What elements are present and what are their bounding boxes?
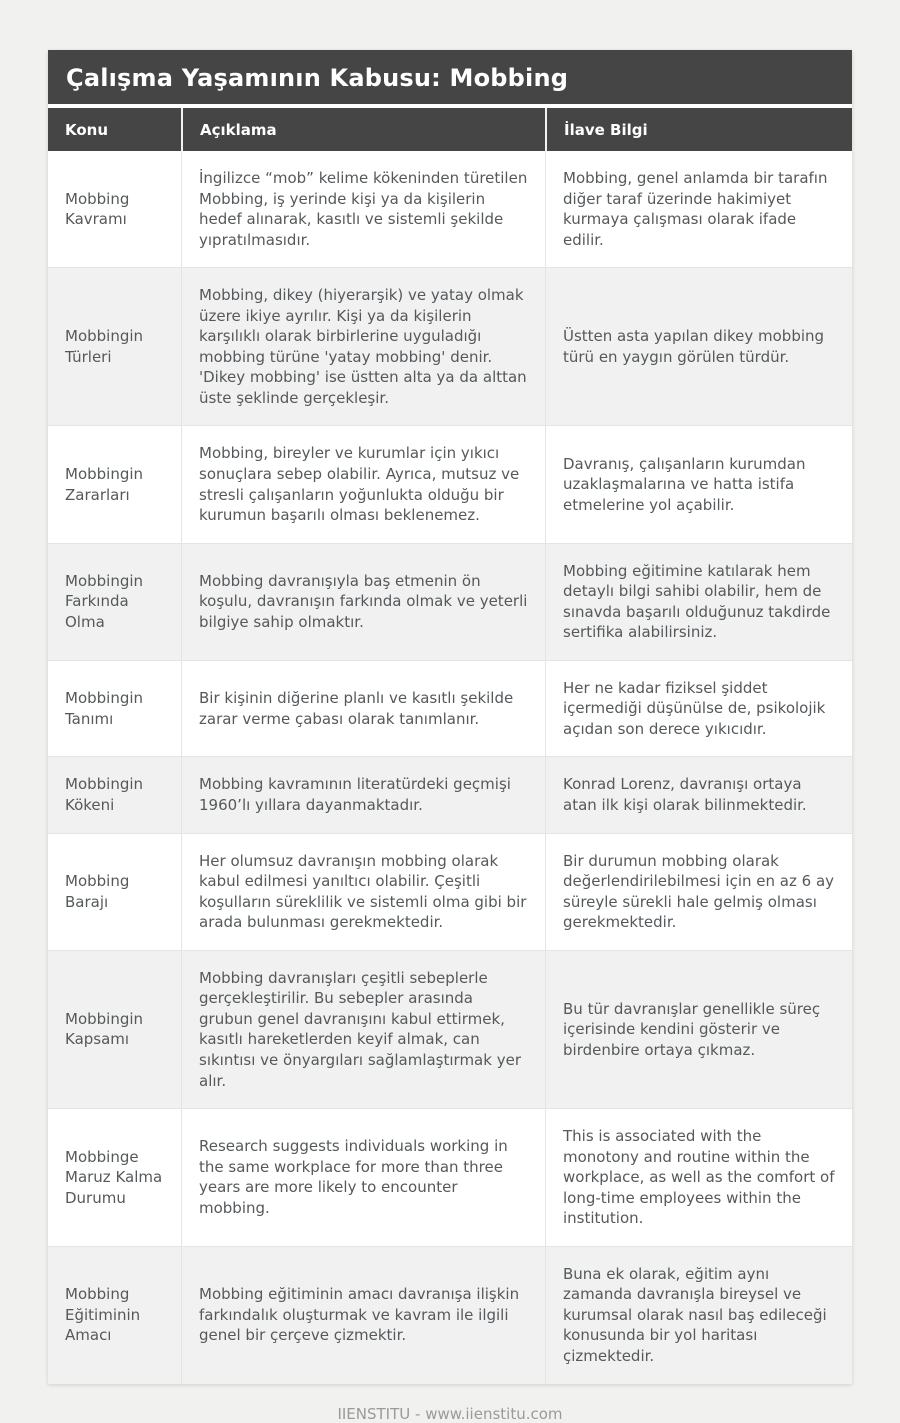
table-row [48,660,852,757]
title-bar [48,50,852,104]
table-body [48,151,852,1384]
cell-aciklama: Her olumsuz davranışın mobbing olarak kabul edilmesi yanıltıcı olabilir. Çeşitli koşulların süreklilik ve sistemli olma gibi bir arada bulunması gerekmektedir. [181,834,545,950]
cell-ilave-bilgi: Buna ek olarak, eğitim aynı zamanda davranışla bireysel ve kurumsal olarak nasıl baş edileceği konusunda bir yol haritası çizmektedir. [545,1247,852,1384]
cell-aciklama: Mobbing davranışları çeşitli sebeplerle gerçekleştirilir. Bu sebepler arasında grubun genel davranışını kabul ettirmek, kasıtlı hareketlerden keyif almak, can sıkıntısı ve önyargıları sağlamlaştırmak yer alır. [181,951,545,1108]
cell-aciklama: Research suggests individuals working in the same workplace for more than three years are more likely to encounter mobbing. [181,1109,545,1246]
cell-konu: Mobbing Kavramı [65,189,130,229]
cell-aciklama: Mobbing, dikey (hiyerarşik) ve yatay olmak üzere ikiye ayrılır. Kişi ya da kişilerin karşılıklı olarak birbirlerine uyguladığı mobbing türüne 'yatay mobbing' denir. 'Dikey mobbing' ise üstten alta ya da alttan üste şeklinde gerçekleşir. [181,268,545,425]
column-header-row [48,108,852,151]
table-row [48,543,852,660]
cell-konu: Mobbingin Farkında Olma [65,571,144,632]
cell-ilave-bilgi: Her ne kadar fiziksel şiddet içermediği düşünülse de, psikolojik açıdan son derece yıkıcıdır. [545,661,852,757]
cell-ilave-bilgi: Mobbing eğitimine katılarak hem detaylı bilgi sahibi olabilir, hem de sınavda başarılı olduğunuz takdirde sertifika alabilirsiniz. [545,544,852,660]
column-header-konu: Konu [48,108,181,151]
cell-ilave-bilgi: Konrad Lorenz, davranışı ortaya atan ilk kişi olarak bilinmektedir. [545,757,852,832]
cell-aciklama: Mobbing eğitiminin amacı davranışa ilişkin farkındalık oluşturmak ve kavram ile ilgili genel bir çerçeve çizmektir. [181,1247,545,1384]
cell-ilave-bilgi: Davranış, çalışanların kurumdan uzaklaşmalarına ve hatta istifa etmelerine yol açabilir. [545,426,852,542]
cell-konu: Mobbinge Maruz Kalma Durumu [65,1147,163,1207]
cell-ilave-bilgi: Bu tür davranışlar genellikle süreç içerisinde kendini gösterir ve birdenbire ortaya çıkmaz. [545,951,852,1108]
cell-aciklama: Mobbing, bireyler ve kurumlar için yıkıcı sonuçlara sebep olabilir. Ayrıca, mutsuz ve stresli çalışanların yoğunlukta olduğu bir kurumun başarılı olması beklenemez. [181,426,545,542]
footer [0,1405,900,1423]
cell-konu: Mobbing Eğitiminin Amacı [65,1285,141,1345]
cell-aciklama: Mobbing kavramının literatürdeki geçmişi 1960’lı yıllara dayanmaktadır. [181,757,545,832]
cell-konu: Mobbingin Kökeni [65,775,144,815]
cell-ilave-bilgi: Mobbing, genel anlamda bir tarafın diğer taraf üzerinde hakimiyet kurmaya çalışması olarak ifade edilir. [545,151,852,267]
table-row [48,756,852,832]
table-row [48,151,852,267]
column-header-ilave-bilgi: İlave Bilgi [547,108,852,151]
table-row [48,425,852,542]
cell-konu: Mobbingin Zararları [65,465,144,504]
cell-ilave-bilgi: Bir durumun mobbing olarak değerlendirilebilmesi için en az 6 ay süreyle sürekli hale gelmiş olması gerekmektedir. [545,834,852,950]
footer-text: IIENSTITU - www.iienstitu.com [337,1404,563,1423]
cell-ilave-bilgi: This is associated with the monotony and routine within the workplace, as well as the comfort of long-time employees within the institution. [545,1109,852,1246]
table-row [48,833,852,950]
column-header-aciklama: Açıklama [183,108,545,151]
cell-konu: Mobbingin Tanımı [65,689,144,728]
cell-konu: Mobbingin Türleri [65,327,144,366]
table-row [48,1246,852,1384]
cell-konu: Mobbing Barajı [65,872,130,911]
document-card [48,50,852,1384]
cell-ilave-bilgi: Üstten asta yapılan dikey mobbing türü en yaygın görülen türdür. [545,268,852,425]
table-row [48,950,852,1108]
cell-aciklama: Mobbing davranışıyla baş etmenin ön koşulu, davranışın farkında olmak ve yeterli bilgiye sahip olmaktır. [181,544,545,660]
table-row [48,267,852,425]
cell-aciklama: Bir kişinin diğerine planlı ve kasıtlı şekilde zarar verme çabası olarak tanımlanır. [181,661,545,757]
page-title: Çalışma Yaşamının Kabusu: Mobbing [66,63,569,92]
table-row [48,1108,852,1246]
cell-aciklama: İngilizce “mob” kelime kökeninden türetilen Mobbing, iş yerinde kişi ya da kişilerin hedef alınarak, kasıtlı ve sistemli şekilde yıpratılmasıdır. [181,151,545,267]
cell-konu: Mobbingin Kapsamı [65,1009,144,1049]
